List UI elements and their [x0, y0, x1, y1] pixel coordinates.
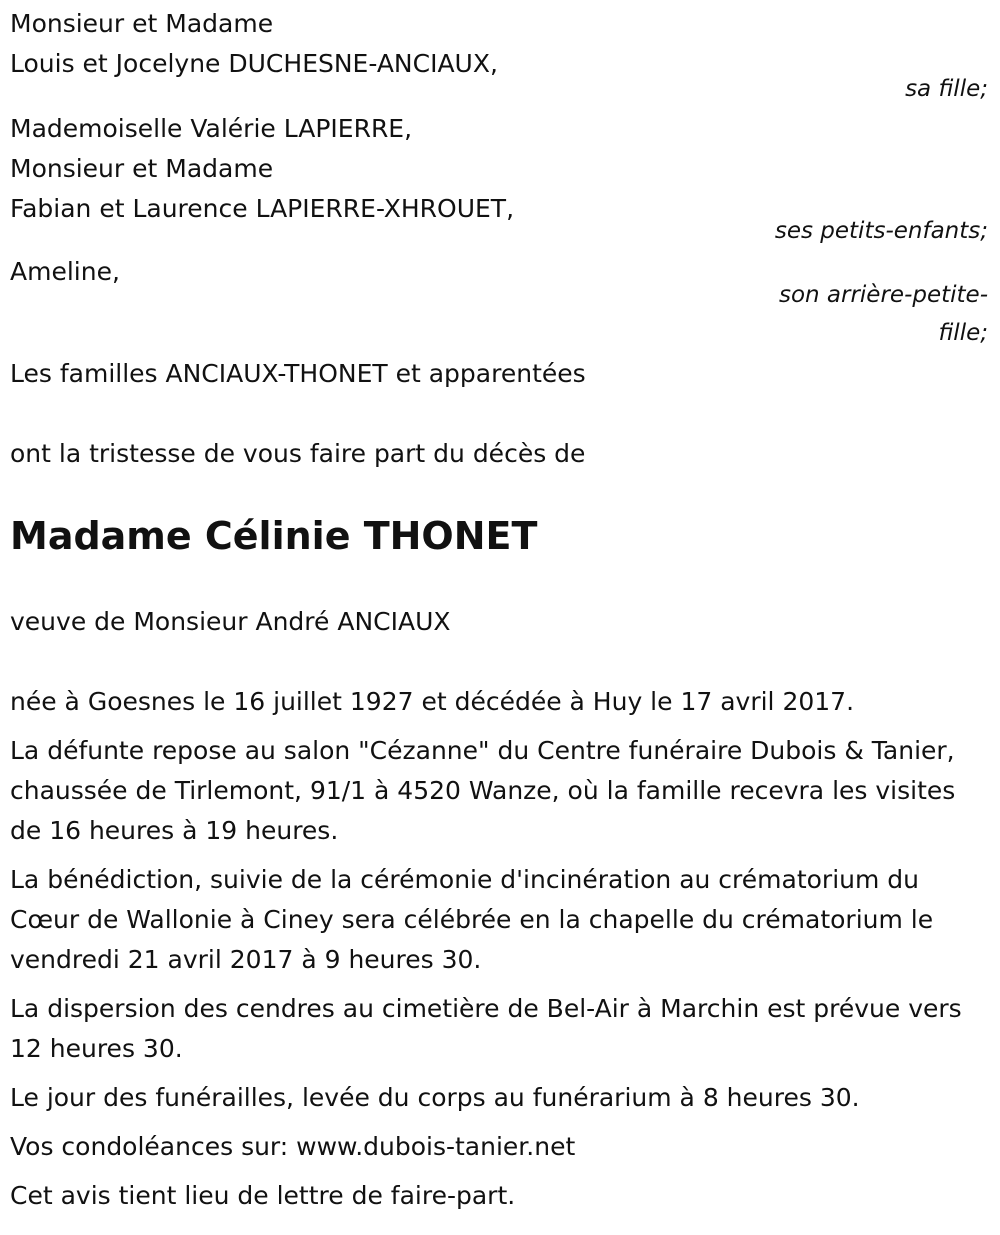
family-line: Mademoiselle Valérie LAPIERRE,	[10, 114, 413, 143]
deceased-name: Madame Célinie THONET	[10, 514, 538, 558]
family-line: Fabian et Laurence LAPIERRE-XHROUET,	[10, 194, 515, 223]
detail-repose: La défunte repose au salon "Cézanne" du Centre funéraire Dubois & Tanier, chaussée de Tirlemont, 91/1 à 4520 Wanze, où la famille recevra les visites de 16 heures à 19 heures.	[10, 736, 956, 845]
families-line: Les familles ANCIAUX-THONET et apparentées	[10, 359, 586, 388]
role-label-daughter: sa fille;	[905, 76, 988, 102]
family-group-grandchildren	[10, 109, 514, 229]
detail-body-removal: Le jour des funérailles, levée du corps au funérarium à 8 heures 30.	[10, 1083, 860, 1112]
detail-notice: Cet avis tient lieu de lettre de faire-part.	[10, 1181, 516, 1210]
role-label-line: son arrière-petite-	[778, 282, 988, 308]
role-label-grandchildren: ses petits-enfants;	[774, 218, 988, 244]
family-line-great-grandchild: Ameline,	[10, 257, 120, 286]
family-group-daughter	[10, 4, 498, 84]
family-line: Monsieur et Madame	[10, 154, 274, 183]
detail-ashes: La dispersion des cendres au cimetière de Bel-Air à Marchin est prévue vers 12 heures 30.	[10, 994, 962, 1063]
detail-condolences: Vos condoléances sur: www.dubois-tanier.net	[10, 1132, 576, 1161]
detail-birth-death: née à Goesnes le 16 juillet 1927 et décédée à Huy le 17 avril 2017.	[10, 687, 855, 716]
announcement-intro: ont la tristesse de vous faire part du décès de	[10, 439, 586, 468]
role-label-line: fille;	[938, 320, 988, 346]
family-line: Monsieur et Madame	[10, 9, 274, 38]
family-line: Louis et Jocelyne DUCHESNE-ANCIAUX,	[10, 49, 498, 78]
detail-ceremony: La bénédiction, suivie de la cérémonie d'incinération au crématorium du Cœur de Wallonie à Ciney sera célébrée en la chapelle du crématorium le vendredi 21 avril 2017 à 9 heures 30.	[10, 865, 934, 974]
role-label-great-grandchild	[728, 276, 990, 352]
widow-line: veuve de Monsieur André ANCIAUX	[10, 607, 451, 636]
funeral-details	[10, 682, 985, 1225]
